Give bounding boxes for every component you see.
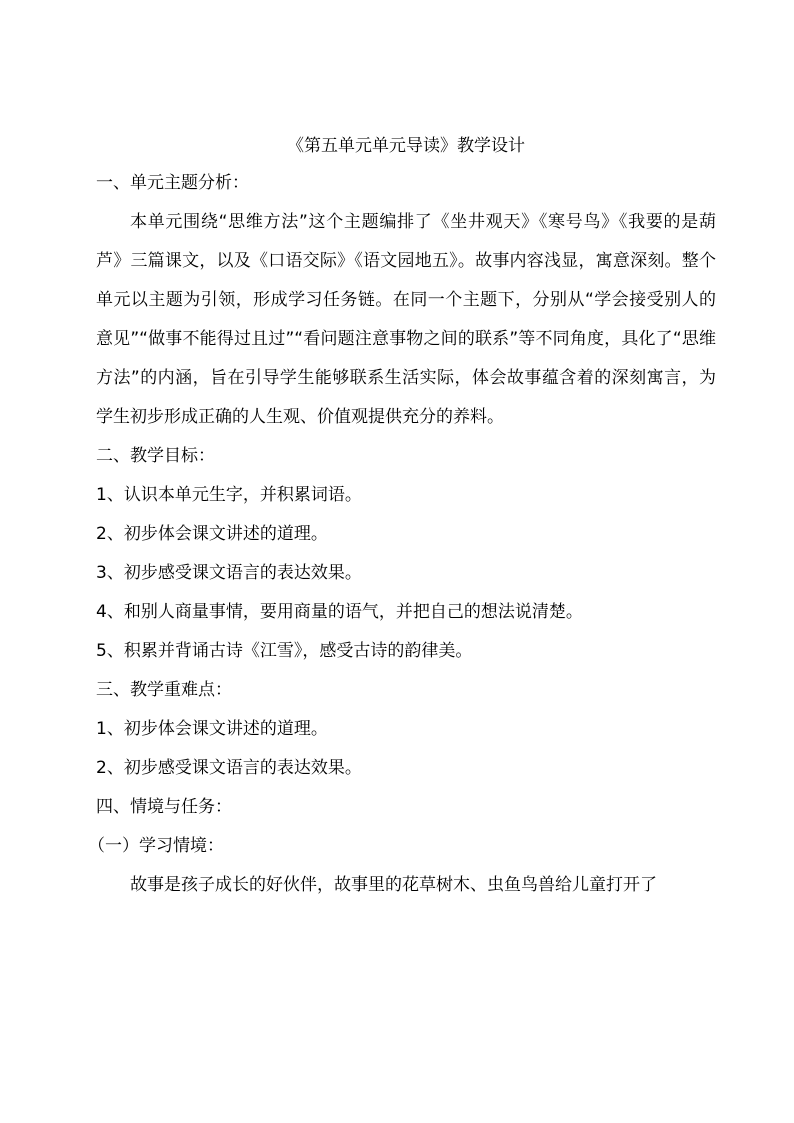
teaching-goal-item: 4、和别人商量事情，要用商量的语气，并把自己的想法说清楚。 xyxy=(96,602,583,622)
teaching-goal-item: 1、认识本单元生字，并积累词语。 xyxy=(96,485,362,505)
theme-analysis-paragraph: 本单元围绕“思维方法”这个主题编排了《坐井观天》《寒号鸟》《我要的是葫芦》三篇课文，以及《口语交际》《语文园地五》。故事内容浅显，寓意深刻。整个单元以主题为引领，形成学习任务链。在同一个主题下，分别从“学会接受别人的意见”“做事不能得过且过”“看问题注意事物之间的联系”等不同角度，具化了“思维方法”的内涵，旨在引导学生能够联系生活实际，体会故事蕴含着的深刻寓言，为学生初步形成正确的人生观、价值观提供充分的养料。 xyxy=(96,212,716,427)
document-title: 《第五单元单元导读》教学设计 xyxy=(287,136,525,156)
section-heading-key-difficulties: 三、教学重难点： xyxy=(96,680,232,700)
teaching-goal-item: 3、初步感受课文语言的表达效果。 xyxy=(96,563,362,583)
key-difficulty-item: 1、初步体会课文讲述的道理。 xyxy=(96,719,328,739)
section-heading-theme-analysis: 一、单元主题分析： xyxy=(96,173,249,193)
teaching-goal-item: 5、积累并背诵古诗《江雪》，感受古诗的韵律美。 xyxy=(96,641,473,661)
teaching-goal-item: 2、初步体会课文讲述的道理。 xyxy=(96,524,328,544)
section-heading-context-tasks: 四、情境与任务： xyxy=(96,797,232,817)
key-difficulty-item: 2、初步感受课文语言的表达效果。 xyxy=(96,758,362,778)
section-heading-teaching-goals: 二、教学目标： xyxy=(96,446,215,466)
learning-context-paragraph: 故事是孩子成长的好伙伴，故事里的花草树木、虫鱼鸟兽给儿童打开了 xyxy=(130,875,657,895)
subsection-heading-learning-context: （一）学习情境： xyxy=(88,836,224,856)
document-body xyxy=(88,130,716,905)
